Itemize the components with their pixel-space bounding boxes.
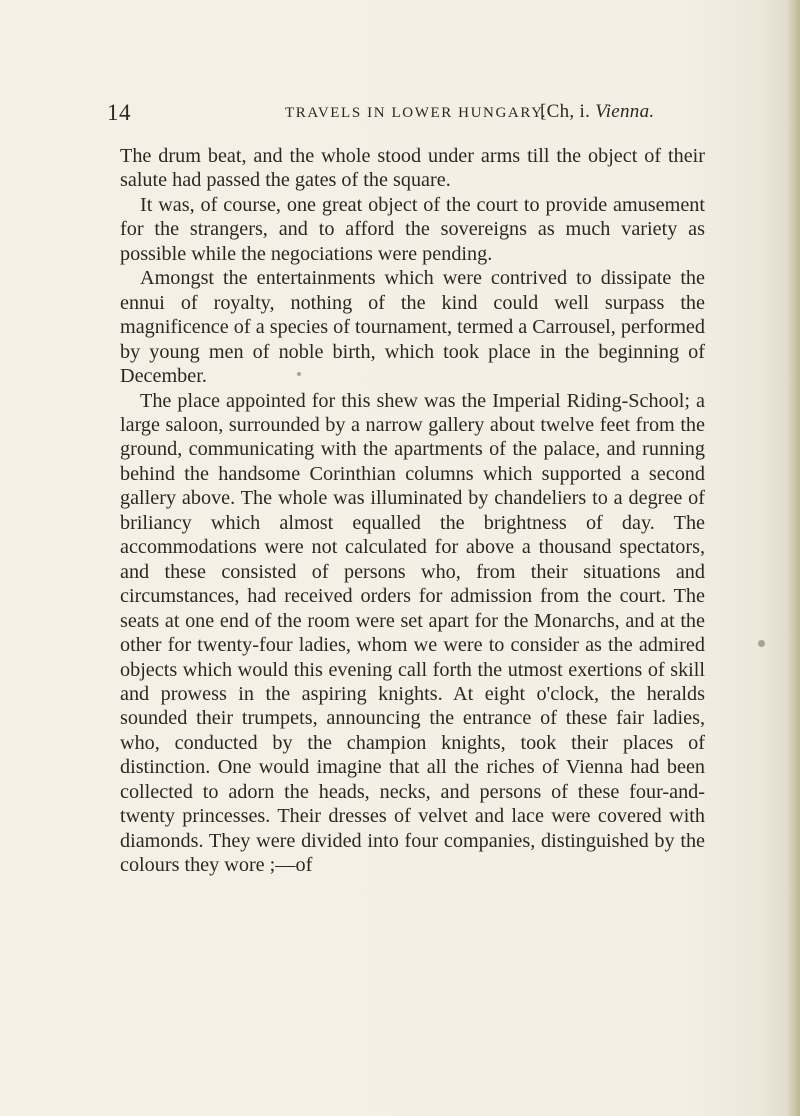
running-head (107, 100, 707, 130)
chapter-place: Vienna. (595, 101, 655, 122)
chapter-reference (540, 101, 654, 123)
paragraph: Amongst the entertainments which were contrived to dissipate the ennui of royalty, nothing of the kind could well surpass the magnificence of a species of tournament, termed a Carrousel, performed by young men of noble birth, which took place in the beginning of December. (120, 267, 705, 388)
paper-speck (758, 640, 765, 647)
running-title: TRAVELS IN LOWER HUNGARY. (285, 105, 547, 121)
page-number: 14 (107, 100, 131, 125)
page-edge-shadow (786, 0, 800, 1116)
paragraph: It was, of course, one great object of the court to provide amusement for the strangers, and to afford the sovereigns as much variety as possible while the negociations were pending. (120, 193, 705, 265)
body-text (120, 144, 705, 878)
paper-speck (297, 372, 301, 376)
paragraph: The place appointed for this shew was the Imperial Riding-School; a large saloon, surrounded by a narrow gallery about twelve feet from the ground, communicating with the apartments of the palace, and running behind the handsome Corinthian columns which supported a second gallery above. The whole was illuminated by chandeliers to a degree of briliancy which almost equalled the brightness of day. The accommodations were not calculated for above a thousand spectators, and these consisted of persons who, from their situations and circumstances, had received orders for admission from the court. The seats at one end of the room were set apart for the Monarchs, and at the other for twenty-four ladies, whom we were to consider as the admired objects which would this evening call forth the utmost exertions of skill and prowess in the aspiring knights. At eight o'clock, the heralds sounded their trumpets, announcing the entrance of these fair ladies, who, conducted by the champion knights, took their places of distinction. One would imagine that all the riches of Vienna had been collected to adorn the heads, necks, and persons of these four-and-twenty princesses. Their dresses of velvet and lace were covered with diamonds. They were divided into four companies, distinguished by the colours they wore ;—of (120, 389, 705, 877)
paragraph: The drum beat, and the whole stood under arms till the object of their salute had passed the gates of the square. (120, 145, 705, 192)
chapter-prefix: [Ch, i. (540, 101, 591, 122)
